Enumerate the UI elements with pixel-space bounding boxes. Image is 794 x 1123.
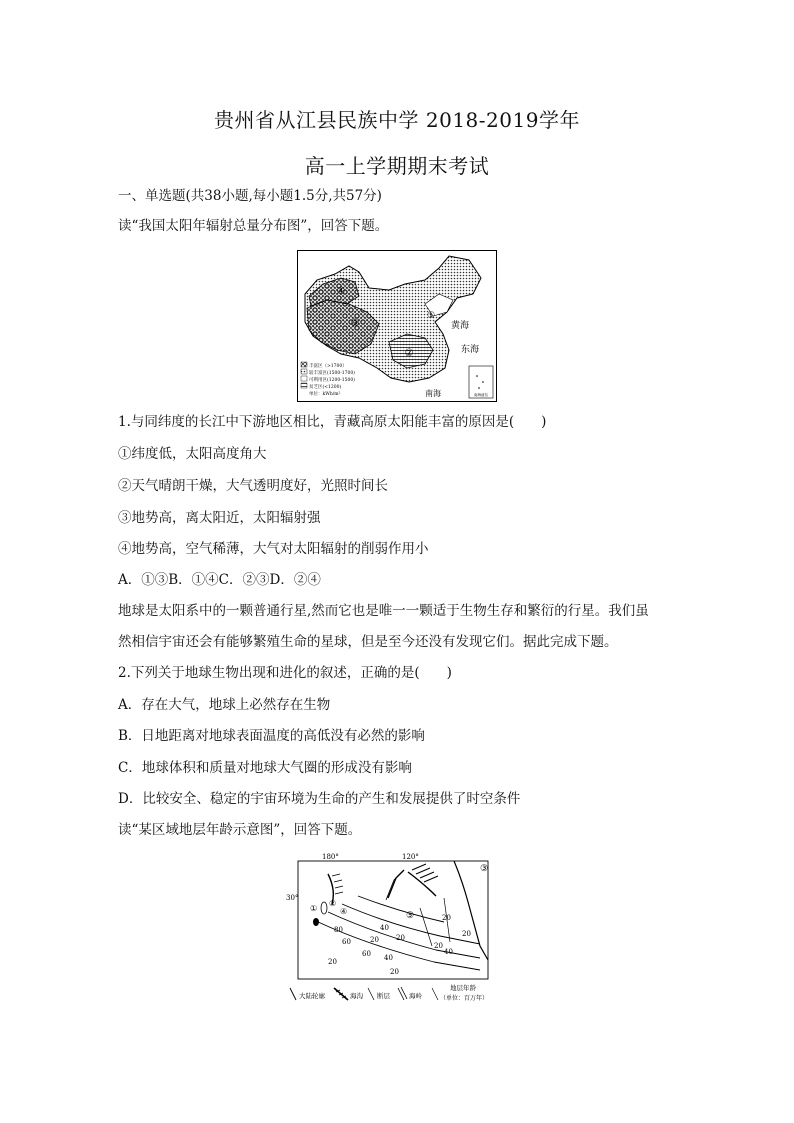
map1-label-1: ①: [426, 311, 436, 321]
map2-age-40-left: 40: [380, 924, 389, 932]
question-2-option-a: A．存在大气，地球上必然存在生物: [118, 697, 331, 713]
map1-legend-unit: 单位：kWh/m²: [309, 392, 341, 397]
solar-radiation-map-svg: [297, 250, 497, 402]
map2-age-20-top: 20: [442, 914, 451, 922]
map2-age-20-bottom: 20: [328, 958, 337, 966]
map1-legend-item-1: 丰富区（>1700）: [309, 364, 347, 369]
map2-age-20-left: 20: [370, 936, 379, 944]
section-heading: 一、单选题(共38小题,每小题1.5分,共57分): [118, 188, 382, 204]
intro-question-3: 读“某区域地层年龄示意图”，回答下题。: [118, 822, 362, 838]
map2-lat-30: 30°: [286, 894, 299, 902]
question-2-stem: 2.下列关于地球生物出现和进化的叙述，正确的是( ): [118, 665, 452, 681]
map2-marker-1: ①: [310, 904, 318, 913]
question-2-option-b: B．日地距离对地球表面温度的高低没有必然的影响: [118, 728, 425, 744]
passage-2-line-1: 地球是太阳系中的一颗普通行星,然而它也是唯一一颗适于生物生存和繁衍的行星。我们虽: [118, 603, 649, 619]
map2-age-20-far-right: 20: [462, 930, 471, 938]
map2-age-20-right: 20: [434, 942, 443, 950]
stratum-age-map: [284, 850, 510, 1006]
map2-age-20-center: 20: [396, 934, 405, 942]
map2-age-40-mid: 40: [384, 954, 393, 962]
map2-age-20-mid: 20: [390, 968, 399, 976]
question-1-statement-4: ④地势高，空气稀薄，大气对太阳辐射的削弱作用小: [118, 541, 429, 557]
legend-trench: 海沟: [350, 992, 363, 1000]
map1-legend-item-2: 较丰富区(1500-1700): [309, 371, 355, 376]
map2-age-60-mid: 60: [362, 950, 371, 958]
passage-2-line-2: 然相信宇宙还会有能够繁殖生命的星球，但是至今还没有发现它们。据此完成下题。: [118, 634, 618, 650]
map2-lon-180: 180°: [322, 853, 339, 861]
map1-legend-item-3: 可利用区(1200-1500): [309, 378, 355, 383]
question-2-option-c: C．地球体积和质量对地球大气圈的形成没有影响: [118, 760, 412, 776]
map1-label-huanghai: 黄海: [451, 321, 470, 331]
question-1-stem: 1.与同纬度的长江中下游地区相比，青藏高原太阳能丰富的原因是( ): [118, 414, 547, 430]
document-title: 贵州省从江县民族中学 2018-2019学年: [214, 108, 580, 132]
question-1-statement-1: ①纬度低，太阳高度角大: [118, 446, 267, 462]
legend-age-title: 地层年龄: [450, 984, 476, 992]
map2-legend: [290, 983, 488, 1002]
map2-marker-2: ②: [329, 899, 337, 908]
question-2-option-d: D．比较安全、稳定的宇宙环境为生命的产生和发展提供了时空条件: [118, 791, 521, 807]
legend-coast: 大陆轮廓: [299, 992, 325, 1000]
solar-radiation-map: [297, 250, 497, 402]
document-subtitle: 高一上学期期末考试: [304, 154, 490, 178]
map1-label-2: ②: [404, 348, 414, 359]
legend-ridge: 海岭: [409, 992, 422, 1000]
map1-label-donghai: 东海: [461, 345, 480, 355]
question-1-statement-2: ②天气晴朗干燥，大气透明度好，光照时间长: [118, 478, 388, 494]
map1-label-3: ③: [350, 318, 360, 329]
map2-age-40-right: 40: [444, 948, 453, 956]
map2-age-60-left: 60: [342, 938, 351, 946]
intro-question-1: 读“我国太阳年辐射总量分布图”，回答下题。: [118, 218, 389, 234]
map2-marker-5: ⑤: [406, 911, 415, 921]
map1-label-nanhai: 南海: [425, 389, 441, 398]
stratum-age-map-svg: [284, 850, 510, 1006]
question-1-options: A．①③B．①④C．②③D．②④: [118, 572, 321, 588]
map2-lon-120: 120°: [402, 853, 419, 861]
map2-marker-4: ④: [340, 907, 348, 916]
map1-legend-item-4: 贫乏区(<1200): [309, 385, 342, 390]
legend-fault: 断层: [377, 992, 390, 1000]
map2-marker-3: ③: [480, 864, 489, 874]
question-1-statement-3: ③地势高，离太阳近，太阳辐射强: [118, 510, 321, 526]
map2-age-80: 80: [334, 926, 343, 934]
map1-label-4: ④: [336, 286, 346, 297]
legend-age-unit: （单位：百万年）: [440, 995, 489, 1002]
inset-label: 南海诸岛: [474, 393, 488, 397]
